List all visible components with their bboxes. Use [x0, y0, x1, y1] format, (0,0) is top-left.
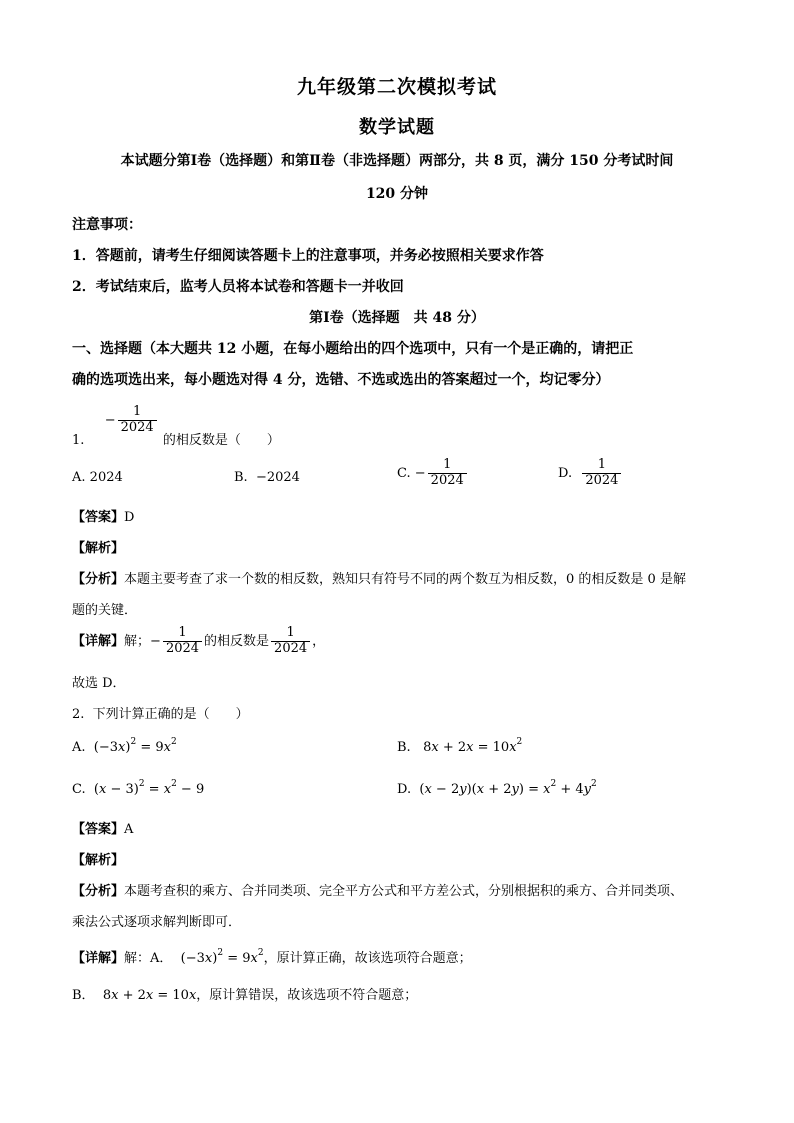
notes-item-1: 1．答题前，请考生仔细阅读答题卡上的注意事项，并务必按照相关要求作答	[72, 248, 544, 264]
q1-question-text: 的相反数是（ ）	[162, 433, 280, 448]
q1-fraction: − $\frac{1}{2024}$	[105, 405, 159, 436]
q2-option-c: C. $(x - 3)^2 = x^2 - 9$	[72, 779, 205, 797]
q1-analysis-label: 【解析】	[72, 541, 125, 556]
q2-analysis-label: 【解析】	[72, 853, 125, 868]
q1-option-d: D. $\frac{1}{2024}$	[558, 458, 623, 489]
q2-fenxi-line2: 乘法公式逐项求解判断即可．	[72, 915, 242, 930]
q2-option-d: D. $(x - 2y)(x + 2y) = x^2 + 4y^2$	[397, 779, 597, 797]
q2-option-a: A. $(-3x)^2 = 9x^2$	[72, 737, 177, 755]
q2-stem: 2. 下列计算正确的是（ ）	[72, 707, 249, 722]
q1-option-b: B. −2024	[234, 470, 300, 485]
section-instruction-line1: 一、选择题（本大题共 12 小题，在每小题给出的四个选项中，只有一个是正确的，请把正	[72, 341, 634, 357]
notes-item-2: 2．考试结束后，监考人员将本试卷和答题卡一并收回	[72, 279, 404, 295]
notes-heading: 注意事项：	[72, 217, 142, 233]
q2-option-b: B. $8x + 2x = 10x^2$	[397, 737, 523, 755]
exam-info-line1: 本试题分第Ⅰ卷（选择题）和第Ⅱ卷（非选择题）两部分，共 8 页，满分 150 分考试时间	[120, 153, 674, 169]
q1-fenxi-line2: 题的关键．	[72, 603, 138, 618]
q1-conclusion: 故选 D．	[72, 676, 126, 691]
section-title: 第Ⅰ卷（选择题 共 48 分）	[309, 310, 485, 326]
q1-detail: 【详解】解；− $\frac{1}{2024}$ 的相反数是 $\frac{1}{2024}$ ，	[72, 625, 326, 656]
q1-answer: 【答案】D	[72, 510, 135, 525]
q2-detail-a: 【详解】解：A． $(-3x)^2 = 9x^2$，原计算正确，故该选项符合题意；	[72, 948, 472, 966]
q1-fenxi-line1: 【分析】本题主要考查了求一个数的相反数，熟知只有符号不同的两个数互为相反数，0 的相反数是 0 是解	[72, 572, 686, 587]
q1-stem	[72, 404, 280, 448]
q1-option-a: A. 2024	[72, 470, 123, 485]
section-instruction-line2: 确的选项选出来，每小题选对得 4 分，选错、不选或选出的答案超过一个，均记零分）	[72, 372, 610, 388]
q1-option-c: C. − $\frac{1}{2024}$	[397, 458, 469, 489]
q2-answer: 【答案】A	[72, 822, 134, 837]
q1-number: 1.	[72, 433, 85, 448]
exam-title: 九年级第二次模拟考试	[296, 76, 497, 98]
q2-fenxi-line1: 【分析】本题考查积的乘方、合并同类项、完全平方公式和平方差公式，分别根据积的乘方、合并同类项、	[72, 884, 684, 899]
subject-title: 数学试题	[359, 117, 435, 138]
q2-detail-b: B． 8x + 2x = 10x，原计算错误，故该选项不符合题意；	[72, 988, 418, 1003]
exam-info-line2: 120 分钟	[365, 186, 429, 202]
